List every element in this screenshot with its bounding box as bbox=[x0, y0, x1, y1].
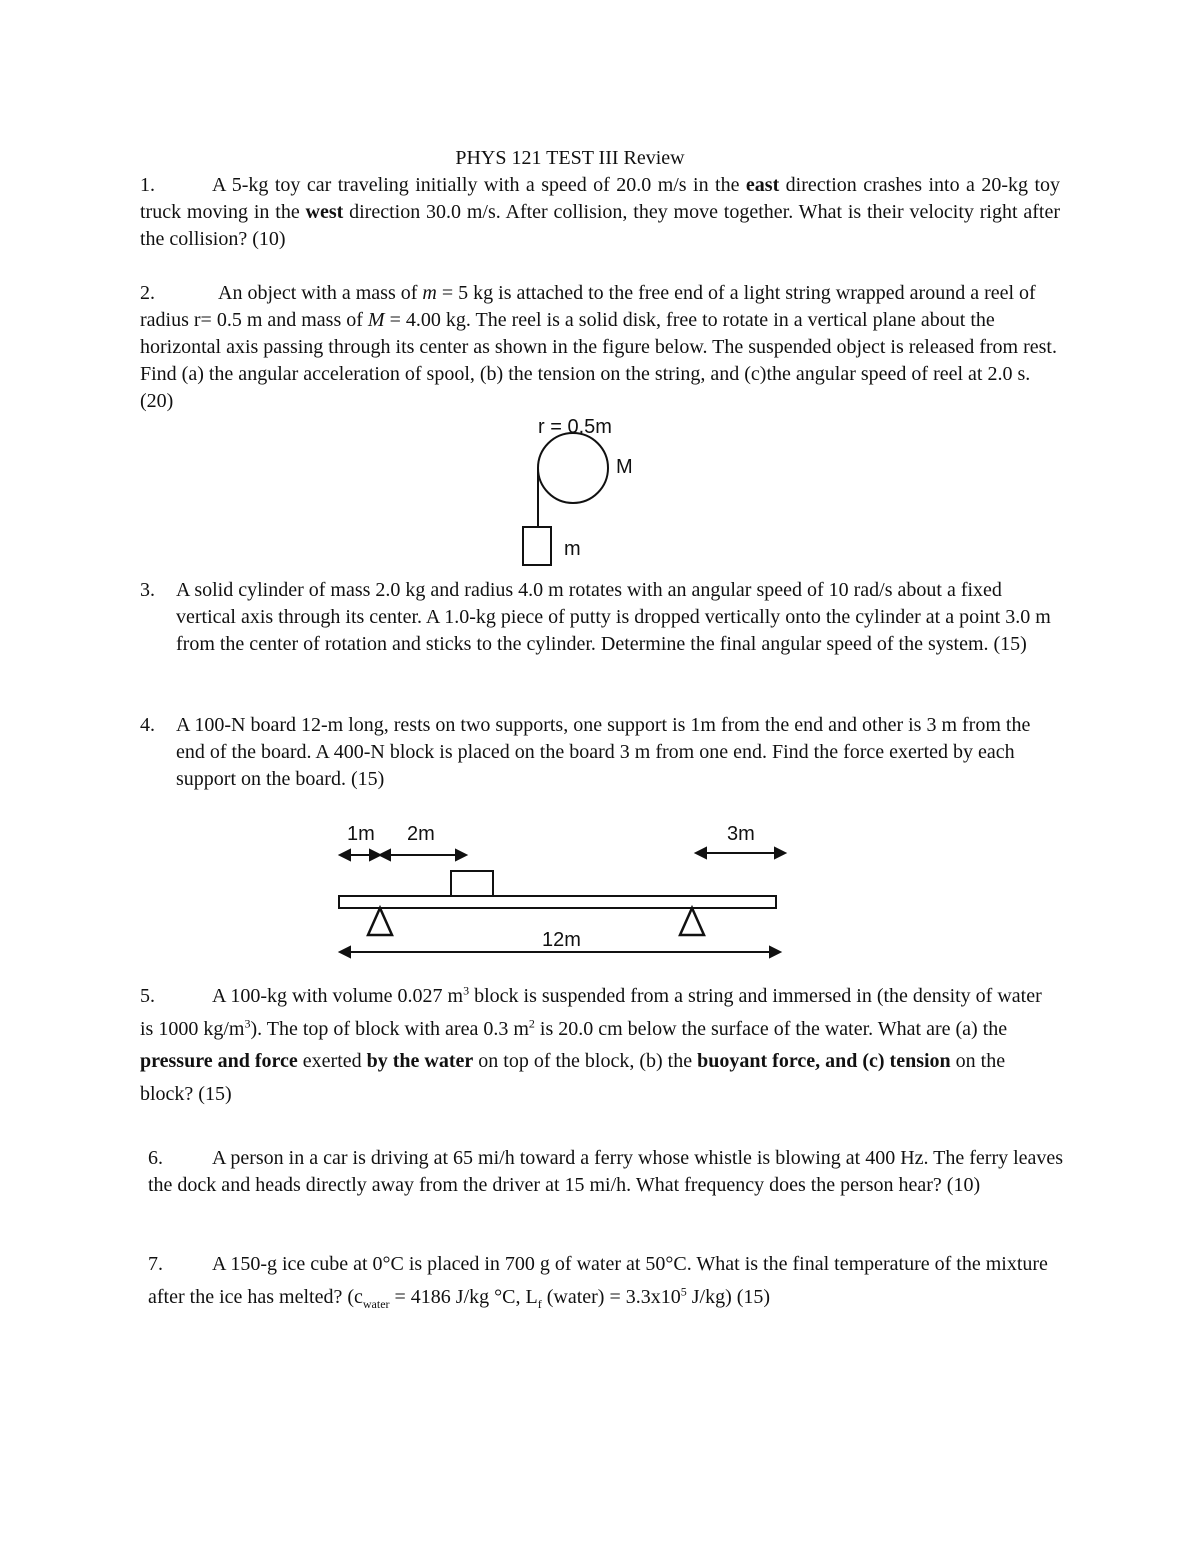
question-5-text: A 100-kg with volume 0.027 m bbox=[212, 985, 464, 1007]
question-2-number: 2. bbox=[140, 282, 155, 304]
question-6 bbox=[148, 1145, 1068, 1199]
reel-radius-label: r = 0.5m bbox=[538, 416, 612, 438]
question-5-text-5: exerted bbox=[297, 1050, 367, 1072]
dim-label-12m: 12m bbox=[542, 929, 581, 951]
question-2-text-2: = 5 kg is attached to the free end of a light string wrapped around a reel of radius r= 0.5 m and mass of bbox=[140, 282, 1036, 331]
question-5-text-3: ). The top of block with area 0.3 m bbox=[250, 1017, 529, 1040]
arrow-2m bbox=[380, 850, 466, 860]
dim-label-2m: 2m bbox=[407, 823, 435, 845]
question-7-text-2: = 4186 J/kg °C, L bbox=[389, 1285, 538, 1308]
left-support bbox=[368, 908, 392, 935]
reel-circle bbox=[538, 433, 608, 503]
question-5-text-6: on top of the block, (b) the bbox=[473, 1050, 698, 1072]
question-5-bold-1: pressure and force bbox=[140, 1050, 298, 1072]
question-5-text-4: is 20.0 cm below the surface of the water. What are (a) the bbox=[534, 1017, 1008, 1040]
question-6-text: A person in a car is driving at 65 mi/h toward a ferry whose whistle is blowing at 400 Hz. The ferry leaves the dock and heads directly away from the driver at 15 mi/h. What frequency does the person hear? (10) bbox=[148, 1147, 1064, 1196]
reel-mass-label: M bbox=[616, 456, 633, 478]
block-on-board bbox=[451, 871, 493, 897]
question-7-sub-f: f bbox=[537, 1296, 542, 1311]
question-2-var-m: m bbox=[422, 282, 437, 304]
question-4-number: 4. bbox=[140, 714, 155, 736]
dim-label-3m: 3m bbox=[727, 823, 755, 845]
question-3-number: 3. bbox=[140, 579, 155, 601]
question-7-text: A 150-g ice cube at 0°C is placed in 700 g of water at 50°C. What is the final temperature of the mixture after the ice has melted? (c bbox=[148, 1253, 1048, 1308]
question-7-text-3: (water) = 3.3x10 bbox=[541, 1285, 681, 1308]
question-1-text-3: direction 30.0 m/s. After collision, they move together. What is their velocity right after the collision? (10) bbox=[140, 201, 1060, 250]
question-4-text: A 100-N board 12-m long, rests on two supports, one support is 1m from the end and other is 3 m from the end of the board. A 400-N block is placed on the board 3 m from one end. Find the force exerted by each support on the board. (15) bbox=[176, 714, 1031, 790]
hanging-mass-block bbox=[523, 527, 551, 565]
dim-label-1m: 1m bbox=[347, 823, 375, 845]
question-1-bold-west: west bbox=[305, 201, 344, 223]
question-5-bold-3: buoyant force, and (c) tension bbox=[697, 1050, 951, 1072]
board bbox=[339, 896, 776, 908]
question-7-number: 7. bbox=[148, 1253, 163, 1275]
question-2-text: An object with a mass of bbox=[218, 282, 423, 304]
question-1-text-2: direction crashes into a 20-kg toy truck moving in the bbox=[140, 174, 1060, 223]
question-5-text-2: block is suspended from a string and immersed in (the density of water is 1000 kg/m bbox=[140, 985, 1042, 1040]
question-7 bbox=[148, 1248, 1063, 1313]
page-title: PHYS 121 TEST III Review bbox=[455, 147, 685, 169]
question-5-sup: 3 bbox=[463, 983, 470, 998]
arrow-3m bbox=[696, 848, 785, 858]
question-6-number: 6. bbox=[148, 1147, 163, 1169]
question-5-number: 5. bbox=[140, 985, 155, 1007]
question-5-text-7: on the block? (15) bbox=[140, 1050, 1006, 1105]
question-1-bold-east: east bbox=[745, 174, 780, 196]
question-5-bold-2: by the water bbox=[366, 1050, 474, 1072]
question-2-var-M: M bbox=[367, 309, 385, 331]
question-5 bbox=[140, 980, 1055, 1110]
question-1-number: 1. bbox=[140, 174, 155, 196]
hanging-mass-label: m bbox=[564, 538, 581, 560]
right-support bbox=[680, 908, 704, 935]
question-1-text: A 5-kg toy car traveling initially with a speed of 20.0 m/s in the bbox=[212, 174, 746, 196]
question-7-text-4: J/kg) (15) bbox=[686, 1285, 771, 1308]
question-5-sup-2: 3 bbox=[244, 1015, 251, 1030]
question-3-text: A solid cylinder of mass 2.0 kg and radius 4.0 m rotates with an angular speed of 10 rad/s about a fixed vertical axis through its center. A 1.0-kg piece of putty is dropped vertically onto the cylinder at a point 3.0 m from the center of rotation and sticks to the cylinder. Determine the final angular speed of the system. (15) bbox=[176, 579, 1051, 655]
question-2-text-3: = 4.00 kg. The reel is a solid disk, free to rotate in a vertical plane about the horizontal axis passing through its center as shown in the figure below. The suspended object is released from rest. Find (a) the angular acceleration of spool, (b) the tension on the string, and (c)the angular speed of reel at 2.0 s. (20) bbox=[140, 309, 1057, 412]
question-5-sup-3: 2 bbox=[528, 1015, 535, 1030]
question-7-sup: 5 bbox=[680, 1283, 687, 1298]
question-7-sub-water: water bbox=[362, 1296, 390, 1311]
arrow-1m bbox=[340, 850, 380, 860]
